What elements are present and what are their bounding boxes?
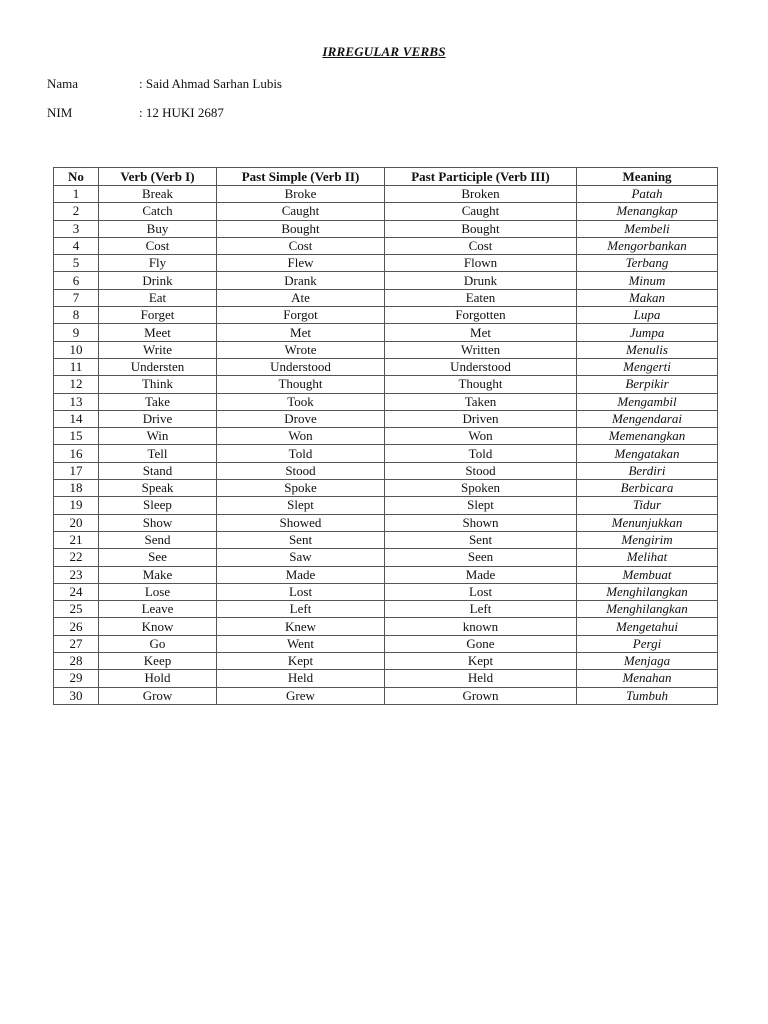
cell-meaning: Mengambil xyxy=(577,393,718,410)
cell-past-simple: Bought xyxy=(217,220,385,237)
cell-past-simple: Went xyxy=(217,635,385,652)
cell-verb-1: Forget xyxy=(99,307,217,324)
cell-past-participle: Cost xyxy=(385,237,577,254)
cell-no: 20 xyxy=(54,514,99,531)
name-label: Nama xyxy=(47,76,79,91)
cell-past-simple: Wrote xyxy=(217,341,385,358)
cell-no: 29 xyxy=(54,670,99,687)
cell-verb-1: Break xyxy=(99,186,217,203)
cell-meaning: Menunjukkan xyxy=(577,514,718,531)
table-row xyxy=(54,358,718,375)
table-row xyxy=(54,601,718,618)
table-row xyxy=(54,393,718,410)
cell-past-simple: Understood xyxy=(217,358,385,375)
cell-meaning: Menjaga xyxy=(577,653,718,670)
cell-no: 2 xyxy=(54,203,99,220)
cell-past-participle: Shown xyxy=(385,514,577,531)
cell-no: 19 xyxy=(54,497,99,514)
table-row xyxy=(54,428,718,445)
cell-meaning: Mengendarai xyxy=(577,410,718,427)
cell-past-simple: Knew xyxy=(217,618,385,635)
cell-verb-1: Tell xyxy=(99,445,217,462)
cell-past-simple: Forgot xyxy=(217,307,385,324)
table-row xyxy=(54,307,718,324)
cell-no: 9 xyxy=(54,324,99,341)
cell-verb-1: Think xyxy=(99,376,217,393)
cell-no: 25 xyxy=(54,601,99,618)
table-row xyxy=(54,653,718,670)
cell-past-simple: Won xyxy=(217,428,385,445)
cell-verb-1: Keep xyxy=(99,653,217,670)
cell-past-participle: known xyxy=(385,618,577,635)
cell-verb-1: Understen xyxy=(99,358,217,375)
cell-verb-1: Lose xyxy=(99,583,217,600)
cell-verb-1: Speak xyxy=(99,480,217,497)
cell-meaning: Membeli xyxy=(577,220,718,237)
cell-verb-1: Buy xyxy=(99,220,217,237)
cell-verb-1: Meet xyxy=(99,324,217,341)
cell-verb-1: Go xyxy=(99,635,217,652)
name-value: : Said Ahmad Sarhan Lubis xyxy=(139,76,282,91)
cell-verb-1: Win xyxy=(99,428,217,445)
table-row xyxy=(54,514,718,531)
cell-past-participle: Driven xyxy=(385,410,577,427)
cell-meaning: Mengerti xyxy=(577,358,718,375)
cell-verb-1: Eat xyxy=(99,289,217,306)
cell-past-simple: Caught xyxy=(217,203,385,220)
cell-no: 16 xyxy=(54,445,99,462)
cell-verb-1: Fly xyxy=(99,255,217,272)
table-row xyxy=(54,186,718,203)
cell-past-participle: Won xyxy=(385,428,577,445)
table-row xyxy=(54,289,718,306)
table-row xyxy=(54,255,718,272)
cell-meaning: Mengetahui xyxy=(577,618,718,635)
table-row xyxy=(54,445,718,462)
cell-past-participle: Lost xyxy=(385,583,577,600)
table-row xyxy=(54,549,718,566)
table-row xyxy=(54,272,718,289)
table-row xyxy=(54,670,718,687)
cell-past-participle: Drunk xyxy=(385,272,577,289)
cell-past-participle: Eaten xyxy=(385,289,577,306)
cell-meaning: Mengirim xyxy=(577,531,718,548)
cell-past-participle: Met xyxy=(385,324,577,341)
cell-past-participle: Made xyxy=(385,566,577,583)
cell-past-participle: Kept xyxy=(385,653,577,670)
cell-meaning: Membuat xyxy=(577,566,718,583)
cell-no: 27 xyxy=(54,635,99,652)
cell-past-simple: Spoke xyxy=(217,480,385,497)
cell-no: 5 xyxy=(54,255,99,272)
cell-past-participle: Written xyxy=(385,341,577,358)
header-meaning: Meaning xyxy=(577,168,718,186)
table-row xyxy=(54,410,718,427)
cell-no: 28 xyxy=(54,653,99,670)
cell-past-participle: Told xyxy=(385,445,577,462)
cell-past-simple: Slept xyxy=(217,497,385,514)
cell-past-participle: Thought xyxy=(385,376,577,393)
cell-no: 30 xyxy=(54,687,99,704)
cell-verb-1: Write xyxy=(99,341,217,358)
header-past-simple: Past Simple (Verb II) xyxy=(217,168,385,186)
cell-past-simple: Took xyxy=(217,393,385,410)
cell-past-participle: Sent xyxy=(385,531,577,548)
cell-no: 17 xyxy=(54,462,99,479)
cell-no: 23 xyxy=(54,566,99,583)
header-no: No xyxy=(54,168,99,186)
cell-no: 7 xyxy=(54,289,99,306)
cell-no: 21 xyxy=(54,531,99,548)
table-row xyxy=(54,687,718,704)
cell-no: 10 xyxy=(54,341,99,358)
cell-meaning: Pergi xyxy=(577,635,718,652)
cell-meaning: Mengorbankan xyxy=(577,237,718,254)
cell-past-participle: Bought xyxy=(385,220,577,237)
cell-meaning: Menahan xyxy=(577,670,718,687)
header-past-participle: Past Participle (Verb III) xyxy=(385,168,577,186)
cell-verb-1: Drink xyxy=(99,272,217,289)
table-row xyxy=(54,237,718,254)
cell-past-simple: Drank xyxy=(217,272,385,289)
cell-verb-1: Cost xyxy=(99,237,217,254)
cell-meaning: Menulis xyxy=(577,341,718,358)
cell-past-participle: Gone xyxy=(385,635,577,652)
cell-meaning: Menangkap xyxy=(577,203,718,220)
cell-no: 11 xyxy=(54,358,99,375)
cell-past-simple: Met xyxy=(217,324,385,341)
cell-meaning: Berdiri xyxy=(577,462,718,479)
cell-past-simple: Lost xyxy=(217,583,385,600)
cell-no: 18 xyxy=(54,480,99,497)
cell-no: 26 xyxy=(54,618,99,635)
cell-past-simple: Left xyxy=(217,601,385,618)
cell-meaning: Menghilangkan xyxy=(577,583,718,600)
table-row xyxy=(54,324,718,341)
cell-meaning: Melihat xyxy=(577,549,718,566)
cell-verb-1: See xyxy=(99,549,217,566)
cell-past-simple: Drove xyxy=(217,410,385,427)
cell-meaning: Memenangkan xyxy=(577,428,718,445)
cell-verb-1: Send xyxy=(99,531,217,548)
cell-verb-1: Drive xyxy=(99,410,217,427)
cell-past-simple: Saw xyxy=(217,549,385,566)
cell-meaning: Mengatakan xyxy=(577,445,718,462)
cell-past-simple: Flew xyxy=(217,255,385,272)
cell-past-participle: Held xyxy=(385,670,577,687)
cell-verb-1: Grow xyxy=(99,687,217,704)
cell-past-simple: Ate xyxy=(217,289,385,306)
nim-value: : 12 HUKI 2687 xyxy=(139,105,224,120)
table-header-row xyxy=(54,168,718,186)
cell-verb-1: Catch xyxy=(99,203,217,220)
table-row xyxy=(54,376,718,393)
cell-meaning: Tumbuh xyxy=(577,687,718,704)
cell-meaning: Tidur xyxy=(577,497,718,514)
cell-meaning: Berbicara xyxy=(577,480,718,497)
table-row xyxy=(54,480,718,497)
table-row xyxy=(54,220,718,237)
cell-past-participle: Slept xyxy=(385,497,577,514)
cell-no: 6 xyxy=(54,272,99,289)
cell-verb-1: Take xyxy=(99,393,217,410)
cell-verb-1: Make xyxy=(99,566,217,583)
table-row xyxy=(54,583,718,600)
cell-past-simple: Stood xyxy=(217,462,385,479)
table-row xyxy=(54,462,718,479)
cell-verb-1: Sleep xyxy=(99,497,217,514)
cell-past-simple: Showed xyxy=(217,514,385,531)
cell-past-participle: Caught xyxy=(385,203,577,220)
nim-row xyxy=(47,104,224,122)
cell-verb-1: Hold xyxy=(99,670,217,687)
table-row xyxy=(54,635,718,652)
cell-past-simple: Held xyxy=(217,670,385,687)
cell-meaning: Makan xyxy=(577,289,718,306)
cell-no: 1 xyxy=(54,186,99,203)
header-verb-1: Verb (Verb I) xyxy=(99,168,217,186)
cell-verb-1: Stand xyxy=(99,462,217,479)
cell-past-participle: Spoken xyxy=(385,480,577,497)
cell-meaning: Terbang xyxy=(577,255,718,272)
cell-past-participle: Forgotten xyxy=(385,307,577,324)
cell-past-simple: Sent xyxy=(217,531,385,548)
nim-label: NIM xyxy=(47,105,73,120)
cell-meaning: Minum xyxy=(577,272,718,289)
cell-past-participle: Broken xyxy=(385,186,577,203)
cell-past-participle: Stood xyxy=(385,462,577,479)
cell-no: 24 xyxy=(54,583,99,600)
cell-no: 14 xyxy=(54,410,99,427)
cell-past-simple: Cost xyxy=(217,237,385,254)
cell-past-simple: Broke xyxy=(217,186,385,203)
cell-meaning: Berpikir xyxy=(577,376,718,393)
cell-meaning: Menghilangkan xyxy=(577,601,718,618)
cell-past-simple: Made xyxy=(217,566,385,583)
cell-no: 4 xyxy=(54,237,99,254)
cell-no: 13 xyxy=(54,393,99,410)
cell-past-participle: Grown xyxy=(385,687,577,704)
table-row xyxy=(54,203,718,220)
cell-past-simple: Grew xyxy=(217,687,385,704)
cell-past-simple: Kept xyxy=(217,653,385,670)
document-title: IRREGULAR VERBS xyxy=(322,44,446,59)
table-row xyxy=(54,618,718,635)
cell-verb-1: Know xyxy=(99,618,217,635)
cell-no: 3 xyxy=(54,220,99,237)
table-row xyxy=(54,341,718,358)
cell-no: 15 xyxy=(54,428,99,445)
cell-no: 12 xyxy=(54,376,99,393)
cell-no: 8 xyxy=(54,307,99,324)
table-row xyxy=(54,497,718,514)
cell-past-participle: Flown xyxy=(385,255,577,272)
cell-past-simple: Thought xyxy=(217,376,385,393)
cell-past-participle: Seen xyxy=(385,549,577,566)
cell-verb-1: Leave xyxy=(99,601,217,618)
cell-past-participle: Understood xyxy=(385,358,577,375)
cell-past-participle: Left xyxy=(385,601,577,618)
table-row xyxy=(54,531,718,548)
cell-meaning: Lupa xyxy=(577,307,718,324)
irregular-verbs-table xyxy=(53,167,718,705)
cell-meaning: Jumpa xyxy=(577,324,718,341)
name-row xyxy=(47,75,282,93)
cell-meaning: Patah xyxy=(577,186,718,203)
cell-verb-1: Show xyxy=(99,514,217,531)
table-row xyxy=(54,566,718,583)
cell-past-simple: Told xyxy=(217,445,385,462)
cell-past-participle: Taken xyxy=(385,393,577,410)
cell-no: 22 xyxy=(54,549,99,566)
